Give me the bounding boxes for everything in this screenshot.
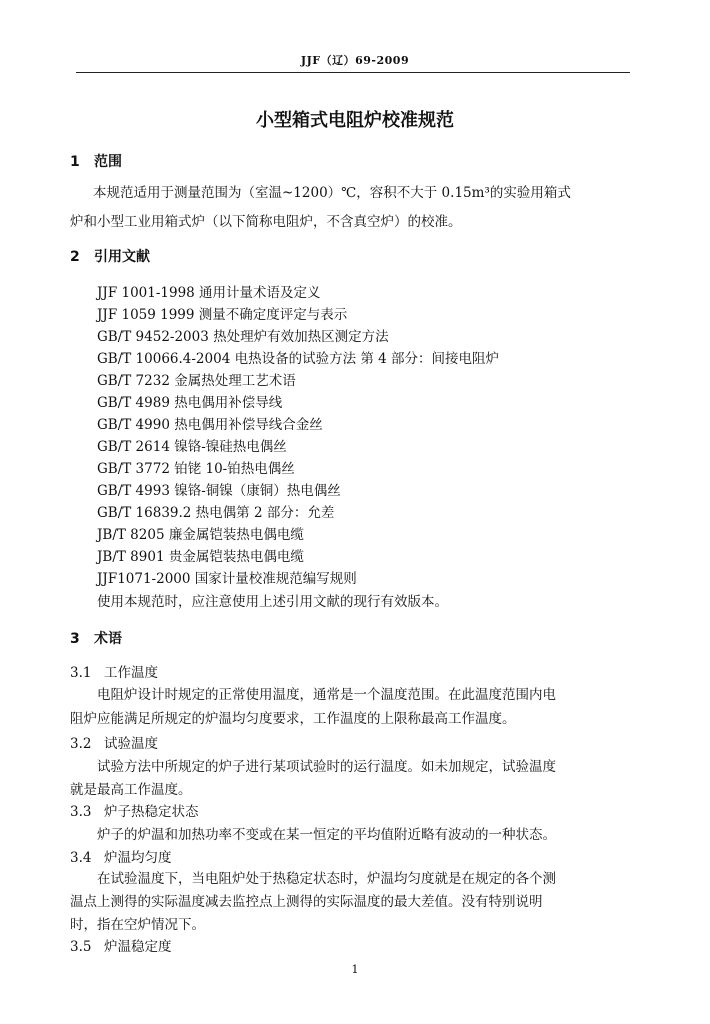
section-2-heading xyxy=(70,248,150,266)
scope-line-2: 炉和小型工业用箱式炉（以下简称电阻炉，不含真空炉）的校准。 xyxy=(70,214,462,230)
section-3-heading xyxy=(70,630,122,648)
term-title: 试验温度 xyxy=(104,736,158,752)
reference-item: JJF1071-2000 国家计量校准规范编写规则 xyxy=(97,571,357,587)
section-number: 3 xyxy=(70,631,80,647)
section-number: 1 xyxy=(70,154,80,170)
term-3-2-text-line-2: 就是最高工作温度。 xyxy=(70,782,192,798)
term-3-2-heading xyxy=(70,735,158,753)
reference-item: JB/T 8901 贵金属铠装热电偶电缆 xyxy=(97,549,304,565)
reference-item: GB/T 2614 镍铬-镍硅热电偶丝 xyxy=(97,439,287,455)
section-title: 引用文献 xyxy=(94,249,150,265)
reference-item: GB/T 4990 热电偶用补偿导线合金丝 xyxy=(97,417,323,433)
reference-item: JJF 1001-1998 通用计量术语及定义 xyxy=(97,285,321,301)
section-number: 2 xyxy=(70,249,80,265)
term-number: 3.1 xyxy=(70,665,92,681)
term-3-4-text-line-1: 在试验温度下，当电阻炉处于热稳定状态时，炉温均匀度就是在规定的各个测 xyxy=(97,871,556,887)
section-title: 范围 xyxy=(94,154,122,170)
term-title: 炉子热稳定状态 xyxy=(104,804,199,820)
reference-item: GB/T 4993 镍铬-铜镍（康铜）热电偶丝 xyxy=(97,483,341,499)
header-rule xyxy=(76,72,630,73)
term-number: 3.2 xyxy=(70,736,92,752)
term-3-2-text-line-1: 试验方法中所规定的炉子进行某项试验时的运行温度。如未加规定，试验温度 xyxy=(97,759,556,775)
reference-item: GB/T 4989 热电偶用补偿导线 xyxy=(97,395,283,411)
references-note: 使用本规范时，应注意使用上述引用文献的现行有效版本。 xyxy=(97,594,448,610)
term-3-1-text-line-1: 电阻炉设计时规定的正常使用温度，通常是一个温度范围。在此温度范围内电 xyxy=(97,687,556,703)
reference-item: GB/T 10066.4-2004 电热设备的试验方法 第 4 部分：间接电阻炉 xyxy=(97,351,500,367)
reference-item: GB/T 9452-2003 热处理炉有效加热区测定方法 xyxy=(97,329,389,345)
term-3-3-heading xyxy=(70,803,199,821)
reference-item: JB/T 8205 廉金属铠装热电偶电缆 xyxy=(97,527,304,543)
term-title: 炉温稳定度 xyxy=(104,939,172,955)
term-title: 炉温均匀度 xyxy=(104,850,172,866)
term-3-1-text-line-2: 阻炉应能满足所规定的炉温均匀度要求，工作温度的上限称最高工作温度。 xyxy=(70,711,516,727)
reference-item: GB/T 7232 金属热处理工艺术语 xyxy=(97,373,296,389)
reference-item: JJF 1059 1999 测量不确定度评定与表示 xyxy=(97,307,348,323)
term-3-4-heading xyxy=(70,849,172,867)
term-3-3-text-line-1: 炉子的炉温和加热功率不变或在某一恒定的平均值附近略有波动的一种状态。 xyxy=(97,827,556,843)
term-3-4-text-line-2: 温点上测得的实际温度减去监控点上测得的实际温度的最大差值。没有特别说明 xyxy=(70,894,543,910)
reference-item: GB/T 3772 铂铑 10-铂热电偶丝 xyxy=(97,461,295,477)
term-3-4-text-line-3: 时，指在空炉情况下。 xyxy=(70,917,205,933)
document-title: 小型箱式电阻炉校准规范 xyxy=(256,110,454,131)
page-number: 1 xyxy=(351,963,359,976)
section-1-heading xyxy=(70,153,122,171)
term-title: 工作温度 xyxy=(104,665,158,681)
term-number: 3.3 xyxy=(70,804,92,820)
term-number: 3.4 xyxy=(70,850,92,866)
document-code-header: JJF（辽）69-2009 xyxy=(300,54,410,67)
reference-item: GB/T 16839.2 热电偶第 2 部分：允差 xyxy=(97,505,335,521)
section-title: 术语 xyxy=(94,631,122,647)
term-3-5-heading xyxy=(70,938,172,956)
term-number: 3.5 xyxy=(70,939,92,955)
scope-line-1: 本规范适用于测量范围为（室温~1200）℃，容积不大于 0.15m³的实验用箱式 xyxy=(93,185,571,201)
term-3-1-heading xyxy=(70,664,158,682)
